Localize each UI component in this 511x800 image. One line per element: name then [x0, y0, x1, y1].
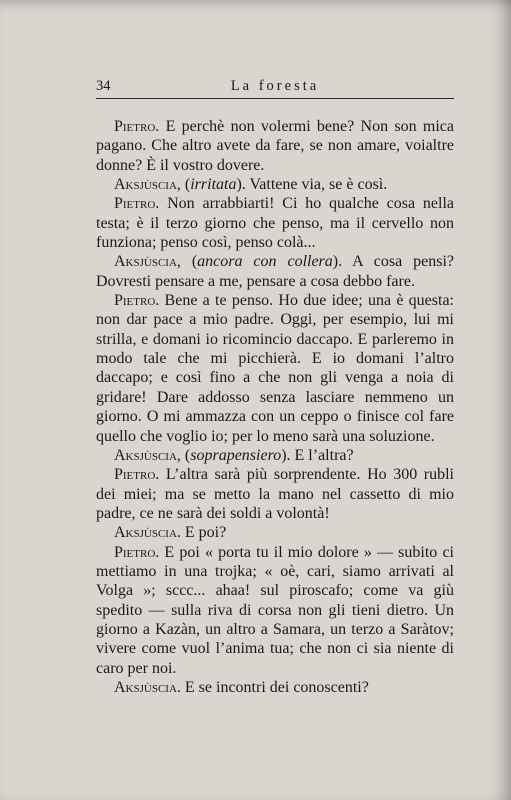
dialogue-line: A cosa pensi? Dovresti pensare a me, pensare a cosa debbo fare.	[96, 253, 455, 290]
speaker-name: Aksjùscia.	[114, 678, 181, 696]
header-rule	[96, 98, 454, 99]
dialogue-paragraph	[96, 678, 454, 697]
stage-close: ).	[281, 446, 291, 464]
stage-close: ).	[236, 176, 246, 194]
stage-open: (	[180, 253, 198, 271]
speaker-name: Pietro.	[114, 466, 160, 484]
speaker-name: Pietro.	[114, 195, 160, 213]
dialogue-paragraph	[96, 117, 454, 175]
dialogue-line: Vattene via, se è così.	[245, 176, 388, 194]
speaker-name: Aksjùscia,	[114, 176, 181, 194]
speaker-name: Aksjùscia.	[114, 524, 181, 542]
speaker-name: Aksjùscia,	[114, 253, 181, 271]
dialogue-paragraph	[96, 543, 454, 678]
stage-direction: ancora con collera	[197, 253, 333, 271]
body-text	[96, 117, 454, 697]
dialogue-paragraph	[96, 291, 454, 446]
dialogue-line: E perchè non volermi bene? Non son mica pagano. Che altro avete da fare, se non amare, voialtre donne? È il vostro dovere.	[96, 118, 454, 174]
dialogue-paragraph	[96, 446, 454, 465]
page-number: 34	[96, 78, 111, 94]
page-header	[96, 78, 454, 96]
dialogue-line: E se incontri dei conoscenti?	[180, 678, 369, 696]
dialogue-line: L’altra sarà più sorprendente. Ho 300 rubli dei miei; ma se metto la mano nel cassetto di mio padre, ce ne sarà dei soldi a volontà!	[96, 466, 454, 522]
speaker-name: Aksjùscia,	[114, 446, 181, 464]
dialogue-line: E l’altra?	[290, 446, 354, 464]
speaker-name: Pietro.	[114, 118, 160, 135]
dialogue-line: Bene a te penso. Ho due idee; una è questa: non dar pace a mio padre. Oggi, per esempio, lui mi strilla, e domani io ricomincio daccapo. E parleremo in modo tale che mi picchierà. E io domani l’altro daccapo; e così fino a che non gli venga a noia di gridare! Dare addosso senza lasciare nemmeno un giorno. O mi ammazza con un ceppo o finisce col fare quello che voglio io; per lo meno sarà una soluzione.	[96, 292, 454, 445]
dialogue-line: E poi?	[180, 524, 227, 542]
dialogue-line: Non arrabbiarti! Ci ho qualche cosa nella testa; è il terzo giorno che penso, ma il cervello non funziona; penso così, penso colà...	[96, 195, 454, 252]
dialogue-paragraph	[96, 523, 454, 542]
stage-close: ).	[332, 253, 343, 271]
dialogue-paragraph	[96, 252, 454, 291]
dialogue-paragraph	[96, 194, 454, 252]
running-title: La foresta	[230, 78, 320, 94]
dialogue-line: E poi « porta tu il mio dolore » — subito ci mettiamo in una trojka; « oè, cari, siamo arrivati al Volga »; sccc... ahaa! sul piroscafo; come va giù spedito — sulla riva di corsa non gli tieni dietro. Un giorno a Kazàn, un altro a Samara, un terzo a Saràtov; vivere come vuol l’anima tua; che non ci sia niente di caro per noi.	[96, 543, 454, 677]
speaker-name: Pietro.	[114, 543, 160, 561]
dialogue-paragraph	[96, 175, 454, 194]
stage-direction: irritata	[190, 176, 237, 194]
stage-open: (	[180, 446, 191, 464]
speaker-name: Pietro.	[114, 292, 160, 310]
stage-open: (	[180, 176, 191, 194]
dialogue-paragraph	[96, 465, 454, 523]
stage-direction: soprapensiero	[190, 446, 282, 464]
